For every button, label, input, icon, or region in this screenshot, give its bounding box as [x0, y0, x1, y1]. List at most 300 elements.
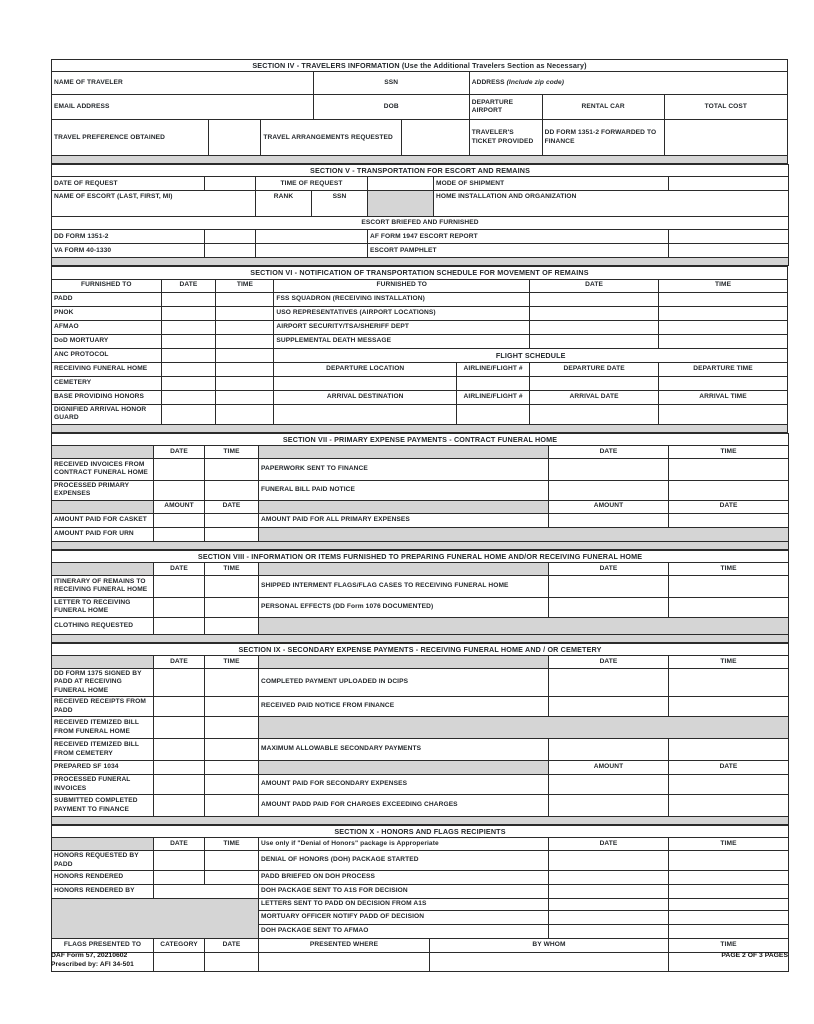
page-indicator-label: PAGE 2 OF 3 PAGES: [721, 952, 788, 959]
escort-briefed-row: [52, 217, 789, 230]
itinerary-time[interactable]: [205, 575, 259, 597]
sf-1034-date[interactable]: [154, 761, 205, 775]
table-row-afmao: [52, 320, 788, 334]
escort-briefed-label: ESCORT BRIEFED AND FURNISHED: [52, 217, 789, 230]
submitted-completed-time[interactable]: [205, 795, 259, 817]
section-9-title: SECTION IX - SECONDARY EXPENSE PAYMENTS - RECEIVING FUNERAL HOME AND / OR CEMETERY: [52, 643, 789, 655]
section-10-flags-header-row: [52, 938, 789, 952]
doh-started-date[interactable]: [549, 851, 669, 871]
section-7-date-header-right: DATE: [549, 445, 669, 458]
dd-form-1351-2-forwarded-label: DD FORM 1351-2 FORWARDED TO FINANCE: [542, 120, 664, 156]
date-of-request-label: DATE OF REQUEST: [52, 177, 205, 191]
section-7-date-header-left: DATE: [154, 445, 205, 458]
amount-date-header-left: DATE: [205, 500, 259, 513]
date-header-left: DATE: [161, 279, 216, 292]
processed-invoices-time[interactable]: [205, 775, 259, 795]
padd-time[interactable]: [216, 292, 274, 306]
va-form-40-1330-row: [52, 244, 789, 258]
received-invoices-date[interactable]: [154, 458, 205, 480]
clothing-requested-time[interactable]: [205, 617, 259, 634]
section-8-header-row: [52, 562, 789, 575]
mortuary-notify-time[interactable]: [669, 910, 789, 924]
mortuary-officer-notify-label: MORTUARY OFFICER NOTIFY PADD OF DECISION: [259, 910, 549, 924]
section-10-title-row: [52, 826, 789, 838]
padd-briefed-time[interactable]: [669, 871, 789, 885]
section-8-time-header-left: TIME: [205, 562, 259, 575]
amount-all-primary-date[interactable]: [669, 513, 789, 527]
shipped-flags-date[interactable]: [549, 575, 669, 597]
itemized-funeral-time[interactable]: [205, 717, 259, 739]
dod-mortuary-time[interactable]: [216, 334, 274, 348]
mortuary-notify-date[interactable]: [549, 910, 669, 924]
escort-pamphlet-label: ESCORT PAMPHLET: [368, 244, 669, 258]
anc-date[interactable]: [161, 348, 216, 362]
completed-payment-dcips-label: COMPLETED PAYMENT UPLOADED IN DCIPS: [259, 668, 549, 696]
section-9-header-blank-left: [52, 655, 154, 668]
section-10-shaded-block: [52, 899, 259, 938]
itemized-bill-funeral-label: RECEIVED ITEMIZED BILL FROM FUNERAL HOME: [52, 717, 154, 739]
va-form-value-2[interactable]: [256, 244, 368, 258]
mode-of-shipment-value[interactable]: [669, 177, 789, 191]
amount-urn-shaded: [259, 527, 789, 541]
gap-row-6: [52, 424, 788, 432]
section-6-notification-schedule: [51, 266, 788, 432]
date-header-right: DATE: [530, 279, 659, 292]
amount-casket-label: AMOUNT PAID FOR CASKET: [52, 513, 154, 527]
pnok-date[interactable]: [161, 306, 216, 320]
mode-of-shipment-label: MODE OF SHIPMENT: [434, 177, 669, 191]
va-form-40-1330-label: VA FORM 40-1330: [52, 244, 205, 258]
section-9-amount-header: AMOUNT: [549, 761, 669, 775]
section-9-time-header-left: TIME: [205, 655, 259, 668]
va-form-value[interactable]: [205, 244, 256, 258]
received-receipts-date[interactable]: [154, 697, 205, 717]
date-of-request-value[interactable]: [205, 177, 256, 191]
rank-label: RANK: [256, 191, 312, 217]
shipped-flags-time[interactable]: [669, 575, 789, 597]
funeral-bill-time[interactable]: [669, 480, 789, 500]
table-row-dignified-arrival-honor-guard: [52, 404, 788, 424]
section-4-title: SECTION IV - TRAVELERS INFORMATION (Use the Additional Travelers Section as Necessary): [52, 60, 788, 72]
section-10-time-header-left: TIME: [205, 838, 259, 851]
padd-date[interactable]: [161, 292, 216, 306]
airport-security-date[interactable]: [530, 320, 659, 334]
processed-primary-date[interactable]: [154, 480, 205, 500]
section-9-title-row: [52, 643, 789, 655]
table-row-itinerary: [52, 575, 789, 597]
airline-flight-header-arrival: AIRLINE/FLIGHT #: [457, 390, 530, 404]
fss-date[interactable]: [530, 292, 659, 306]
rfh-date[interactable]: [161, 362, 216, 376]
dd-1375-time[interactable]: [205, 668, 259, 696]
clothing-requested-date[interactable]: [154, 617, 205, 634]
paperwork-sent-label: PAPERWORK SENT TO FINANCE: [259, 458, 549, 480]
letter-receiving-date[interactable]: [154, 597, 205, 617]
maximum-allowable-value[interactable]: [549, 739, 669, 761]
table-row-itemized-bill-cemetery: [52, 739, 789, 761]
amount-header-right: AMOUNT: [549, 500, 669, 513]
maximum-allowable-value-2[interactable]: [669, 739, 789, 761]
address-cell: [469, 72, 787, 95]
name-of-traveler-label: NAME OF TRAVELER: [52, 72, 314, 95]
travel-arrangements-value[interactable]: [401, 120, 469, 156]
table-row-received-invoices: [52, 458, 789, 480]
personal-effects-time[interactable]: [669, 597, 789, 617]
dd-form-1375-label: DD FORM 1375 SIGNED BY PADD AT RECEIVING FUNERAL HOME: [52, 668, 154, 696]
travelers-ticket-label: TRAVELER'S TICKET PROVIDED: [469, 120, 542, 156]
departure-date-header: DEPARTURE DATE: [530, 362, 659, 376]
table-row-letters-sent-padd: [52, 899, 789, 910]
table-row-clothing-requested: [52, 617, 789, 634]
dahg-time[interactable]: [216, 404, 274, 424]
section-9-header-blank-right: [259, 655, 549, 668]
section-9-amount-header-blank: [259, 761, 549, 775]
doh-a1s-date[interactable]: [549, 885, 669, 899]
received-paid-notice-date[interactable]: [549, 697, 669, 717]
submitted-completed-label: SUBMITTED COMPLETED PAYMENT TO FINANCE: [52, 795, 154, 817]
flight-schedule-title: FLIGHT SCHEDULE: [274, 348, 788, 362]
section-9-amount-date-header: DATE: [669, 761, 789, 775]
honors-requested-time[interactable]: [205, 851, 259, 871]
section-7-amount-header-row: [52, 500, 789, 513]
amount-padd-exceeding-amount[interactable]: [549, 795, 669, 817]
row-label-base-providing-honors: BASE PROVIDING HONORS: [52, 390, 162, 404]
escort-shaded-cell: [368, 191, 434, 217]
home-installation-label: HOME INSTALLATION AND ORGANIZATION: [434, 191, 789, 217]
afmao-time[interactable]: [216, 320, 274, 334]
section-8-time-header-right: TIME: [669, 562, 789, 575]
ssn-label: SSN: [313, 72, 469, 95]
form-id-label: DAF Form 57, 20210602: [51, 952, 128, 959]
table-row-pnok: [52, 306, 788, 320]
arrival-date-header: ARRIVAL DATE: [530, 390, 659, 404]
time-header-left: TIME: [216, 279, 274, 292]
letters-sent-date[interactable]: [549, 899, 669, 910]
amount-urn-date[interactable]: [205, 527, 259, 541]
table-row-padd: [52, 292, 788, 306]
dd-form-1351-2-row: [52, 230, 789, 244]
departure-date-value[interactable]: [530, 376, 659, 390]
airport-security-time[interactable]: [659, 320, 788, 334]
section-9-date-header-left: DATE: [154, 655, 205, 668]
gap-row-7: [52, 541, 789, 549]
amount-header-blank-right: [259, 500, 549, 513]
escort-ssn-label: SSN: [312, 191, 368, 217]
table-row-letter-receiving: [52, 597, 789, 617]
travel-arrangements-label: TRAVEL ARRANGEMENTS REQUESTED: [261, 120, 402, 156]
furnished-to-header-right: FURNISHED TO: [274, 279, 530, 292]
honors-rendered-time[interactable]: [205, 871, 259, 885]
row-label-cemetery: CEMETERY: [52, 376, 162, 390]
amount-date-header-right: DATE: [669, 500, 789, 513]
submitted-completed-date[interactable]: [154, 795, 205, 817]
amount-header-blank-left: [52, 500, 154, 513]
letters-sent-time[interactable]: [669, 899, 789, 910]
travel-preference-row: [52, 120, 788, 156]
amount-secondary-amount[interactable]: [549, 775, 669, 795]
itemized-cemetery-date[interactable]: [154, 739, 205, 761]
bph-date[interactable]: [161, 390, 216, 404]
table-row-honors-requested: [52, 851, 789, 871]
section-9-header-row: [52, 655, 789, 668]
gap-row-4: [52, 156, 788, 164]
sf-1034-time[interactable]: [205, 761, 259, 775]
dd-1375-date[interactable]: [154, 668, 205, 696]
section-4-travelers-information: [51, 59, 788, 164]
padd-briefed-label: PADD BRIEFED ON DOH PROCESS: [259, 871, 549, 885]
section-7-time-header-left: TIME: [205, 445, 259, 458]
prescribed-by-label: Prescribed by: AFI 34-501: [51, 960, 134, 968]
maximum-allowable-label: MAXIMUM ALLOWABLE SECONDARY PAYMENTS: [259, 739, 549, 761]
departure-time-header: DEPARTURE TIME: [659, 362, 788, 376]
dahg-date[interactable]: [161, 404, 216, 424]
table-row-honors-rendered-by: [52, 885, 789, 899]
escort-pamphlet-value[interactable]: [669, 244, 789, 258]
section-9-time-header-right: TIME: [669, 655, 789, 668]
received-invoices-time[interactable]: [205, 458, 259, 480]
paperwork-sent-time[interactable]: [669, 458, 789, 480]
row-label-padd: PADD: [52, 292, 162, 306]
itemized-funeral-date[interactable]: [154, 717, 205, 739]
doh-started-time[interactable]: [669, 851, 789, 871]
time-of-request-label: TIME OF REQUEST: [256, 177, 368, 191]
section-8-header-blank-left: [52, 562, 154, 575]
itemized-bill-cemetery-label: RECEIVED ITEMIZED BILL FROM CEMETERY: [52, 739, 154, 761]
received-paid-notice-label: RECEIVED PAID NOTICE FROM FINANCE: [259, 697, 549, 717]
doh-started-label: DENIAL OF HONORS (DOH) PACKAGE STARTED: [259, 851, 549, 871]
section-10-time-header-right: TIME: [669, 838, 789, 851]
form-sheet: [51, 59, 788, 972]
table-row-base-providing-honors: [52, 390, 788, 404]
departure-airline-value[interactable]: [457, 376, 530, 390]
amount-header-left: AMOUNT: [154, 500, 205, 513]
gap-row-8: [52, 634, 789, 642]
time-header-right: TIME: [659, 279, 788, 292]
letters-sent-padd-label: LETTERS SENT TO PADD ON DECISION FROM A1S: [259, 899, 549, 910]
amount-all-primary-label: AMOUNT PAID FOR ALL PRIMARY EXPENSES: [259, 513, 549, 527]
section-10-title: SECTION X - HONORS AND FLAGS RECIPIENTS: [52, 826, 789, 838]
table-row-amount-casket: [52, 513, 789, 527]
category-header: CATEGORY: [154, 938, 205, 952]
amount-padd-exceeding-date[interactable]: [669, 795, 789, 817]
uso-time[interactable]: [659, 306, 788, 320]
section-7-time-header-right: TIME: [669, 445, 789, 458]
traveler-name-row: [52, 72, 788, 95]
travel-preference-label: TRAVEL PREFERENCE OBTAINED: [52, 120, 209, 156]
sdm-date[interactable]: [530, 334, 659, 348]
row-label-pnok: PNOK: [52, 306, 162, 320]
dcips-time[interactable]: [669, 668, 789, 696]
table-row-dod-mortuary: [52, 334, 788, 348]
email-row: [52, 95, 788, 120]
clothing-requested-label: CLOTHING REQUESTED: [52, 617, 154, 634]
honors-rendered-by-value[interactable]: [154, 885, 259, 899]
address-label: ADDRESS: [471, 79, 507, 86]
section-7-title: SECTION VII - PRIMARY EXPENSE PAYMENTS - CONTRACT FUNERAL HOME: [52, 433, 789, 445]
email-address-label: EMAIL ADDRESS: [52, 95, 314, 120]
section-5-title: SECTION V - TRANSPORTATION FOR ESCORT AND REMAINS: [52, 165, 789, 177]
table-row-receiving-funeral-home: [52, 362, 788, 376]
flags-presented-to-header: FLAGS PRESENTED TO: [52, 938, 154, 952]
doh-afmao-time[interactable]: [669, 924, 789, 938]
personal-effects-label: PERSONAL EFFECTS (DD Form 1076 DOCUMENTED): [259, 597, 549, 617]
processed-invoices-date[interactable]: [154, 775, 205, 795]
section-7-primary-expense: [51, 433, 789, 550]
section-10-header-blank: [52, 838, 154, 851]
row-label-supplemental-death-message: SUPPLEMENTAL DEATH MESSAGE: [274, 334, 530, 348]
funeral-bill-paid-label: FUNERAL BILL PAID NOTICE: [259, 480, 549, 500]
received-receipts-time[interactable]: [205, 697, 259, 717]
table-row-received-receipts: [52, 697, 789, 717]
departure-time-value[interactable]: [659, 376, 788, 390]
amount-casket-amount[interactable]: [154, 513, 205, 527]
section-4-title-row: [52, 60, 788, 72]
section-7-header-blank-right: [259, 445, 549, 458]
section-6-title: SECTION VI - NOTIFICATION OF TRANSPORTATION SCHEDULE FOR MOVEMENT OF REMAINS: [52, 267, 788, 279]
af-form-1947-value[interactable]: [669, 230, 789, 244]
processed-funeral-invoices-label: PROCESSED FUNERAL INVOICES: [52, 775, 154, 795]
amount-urn-amount[interactable]: [154, 527, 205, 541]
fss-time[interactable]: [659, 292, 788, 306]
processed-primary-label: PROCESSED PRIMARY EXPENSES: [52, 480, 154, 500]
table-row-amount-urn: [52, 527, 789, 541]
uso-date[interactable]: [530, 306, 659, 320]
amount-padd-exceeding-label: AMOUNT PADD PAID FOR CHARGES EXCEEDING CHARGES: [259, 795, 549, 817]
section-6-title-row: [52, 267, 788, 279]
total-cost-label: TOTAL COST: [664, 95, 787, 120]
padd-briefed-date[interactable]: [549, 871, 669, 885]
section-6-header-row: [52, 279, 788, 292]
rfh-time[interactable]: [216, 362, 274, 376]
arrival-time-value[interactable]: [659, 404, 788, 424]
section-9-date-header-right: DATE: [549, 655, 669, 668]
letter-receiving-label: LETTER TO RECEIVING FUNERAL HOME: [52, 597, 154, 617]
flags-time-header: TIME: [669, 938, 789, 952]
prepared-sf-1034-label: PREPARED SF 1034: [52, 761, 154, 775]
honors-rendered-label: HONORS RENDERED: [52, 871, 154, 885]
airline-flight-header-departure: AIRLINE/FLIGHT #: [457, 362, 530, 376]
sdm-time[interactable]: [659, 334, 788, 348]
dd-form-1351-2-value-2[interactable]: [256, 230, 368, 244]
itemized-funeral-shaded: [259, 717, 789, 739]
section-8-date-header-left: DATE: [154, 562, 205, 575]
dd-form-1351-2-label: DD FORM 1351-2: [52, 230, 205, 244]
honors-rendered-date[interactable]: [154, 871, 205, 885]
by-whom-header: BY WHOM: [430, 938, 669, 952]
table-row-cemetery: [52, 376, 788, 390]
table-row-prepared-sf-1034: [52, 761, 789, 775]
departure-location-header: DEPARTURE LOCATION: [274, 362, 457, 376]
travel-preference-value[interactable]: [209, 120, 261, 156]
section-10-header-row: [52, 838, 789, 851]
cemetery-time[interactable]: [216, 376, 274, 390]
section-8-header-blank-right: [259, 562, 549, 575]
table-row-itemized-bill-funeral: [52, 717, 789, 739]
doh-afmao-date[interactable]: [549, 924, 669, 938]
departure-airport-label: DEPARTURE AIRPORT: [469, 95, 542, 120]
arrival-destination-value[interactable]: [274, 404, 457, 424]
gap-row-9: [52, 817, 789, 825]
afmao-date[interactable]: [161, 320, 216, 334]
dd-form-1351-2-value[interactable]: [205, 230, 256, 244]
table-row-processed-primary: [52, 480, 789, 500]
processed-primary-time[interactable]: [205, 480, 259, 500]
section-8-title-row: [52, 550, 789, 562]
departure-location-value[interactable]: [274, 376, 457, 390]
honors-requested-label: HONORS REQUESTED BY PADD: [52, 851, 154, 871]
paperwork-sent-date[interactable]: [549, 458, 669, 480]
dcips-date[interactable]: [549, 668, 669, 696]
denial-of-honors-header: Use only if "Denial of Honors" package is Approperiate: [259, 838, 549, 851]
itemized-cemetery-time[interactable]: [205, 739, 259, 761]
section-7-title-row: [52, 433, 789, 445]
dd-form-1351-2-forwarded-value[interactable]: [664, 120, 787, 156]
received-paid-notice-time[interactable]: [669, 697, 789, 717]
section-5-transportation: [51, 164, 789, 266]
amount-secondary-date[interactable]: [669, 775, 789, 795]
shipped-flags-label: SHIPPED INTERMENT FLAGS/FLAG CASES TO RECEIVING FUNERAL HOME: [259, 575, 549, 597]
furnished-to-header-left: FURNISHED TO: [52, 279, 162, 292]
af-form-1947-label: AF FORM 1947 ESCORT REPORT: [368, 230, 669, 244]
arrival-time-header: ARRIVAL TIME: [659, 390, 788, 404]
pnok-time[interactable]: [216, 306, 274, 320]
flags-date-header: DATE: [205, 938, 259, 952]
row-label-dignified-arrival: DIGNIFIED ARRIVAL HONOR GUARD: [52, 404, 162, 424]
table-row-anc-protocol: [52, 348, 788, 362]
name-of-escort-label: NAME OF ESCORT (LAST, FIRST, MI): [52, 191, 256, 217]
row-label-airport-security: AIRPORT SECURITY/TSA/SHERIFF DEPT: [274, 320, 530, 334]
funeral-bill-date[interactable]: [549, 480, 669, 500]
table-row-processed-funeral-invoices: [52, 775, 789, 795]
anc-time[interactable]: [216, 348, 274, 362]
table-row-dd-form-1375: [52, 668, 789, 696]
amount-casket-date[interactable]: [205, 513, 259, 527]
arrival-destination-header: ARRIVAL DESTINATION: [274, 390, 457, 404]
section-7-header-blank-left: [52, 445, 154, 458]
presented-where-header: PRESENTED WHERE: [259, 938, 430, 952]
rental-car-label: RENTAL CAR: [542, 95, 664, 120]
date-of-request-row: [52, 177, 789, 191]
arrival-airline-value[interactable]: [457, 404, 530, 424]
time-of-request-value[interactable]: [368, 177, 434, 191]
doh-a1s-time[interactable]: [669, 885, 789, 899]
personal-effects-date[interactable]: [549, 597, 669, 617]
row-label-fss-squadron: FSS SQUADRON (RECEIVING INSTALLATION): [274, 292, 530, 306]
amount-secondary-label: AMOUNT PAID FOR SECONDARY EXPENSES: [259, 775, 549, 795]
section-10-date-header-left: DATE: [154, 838, 205, 851]
itinerary-date[interactable]: [154, 575, 205, 597]
bph-time[interactable]: [216, 390, 274, 404]
row-label-uso: USO REPRESENTATIVES (AIRPORT LOCATIONS): [274, 306, 530, 320]
dod-mortuary-date[interactable]: [161, 334, 216, 348]
received-receipts-label: RECEIVED RECEIPTS FROM PADD: [52, 697, 154, 717]
dob-label: DOB: [313, 95, 469, 120]
escort-name-row: [52, 191, 789, 217]
section-9-secondary-expense: [51, 643, 789, 825]
letter-receiving-time[interactable]: [205, 597, 259, 617]
page-footer: [51, 952, 788, 968]
itinerary-label: ITINERARY OF REMAINS TO RECEIVING FUNERAL HOME: [52, 575, 154, 597]
doh-sent-a1s-label: DOH PACKAGE SENT TO A1S FOR DECISION: [259, 885, 549, 899]
arrival-date-value[interactable]: [530, 404, 659, 424]
section-5-title-row: [52, 165, 789, 177]
section-8-date-header-right: DATE: [549, 562, 669, 575]
amount-all-primary-amount[interactable]: [549, 513, 669, 527]
section-10-honors-flags: [51, 825, 789, 972]
gap-row-5: [52, 258, 789, 266]
honors-requested-date[interactable]: [154, 851, 205, 871]
cemetery-date[interactable]: [161, 376, 216, 390]
